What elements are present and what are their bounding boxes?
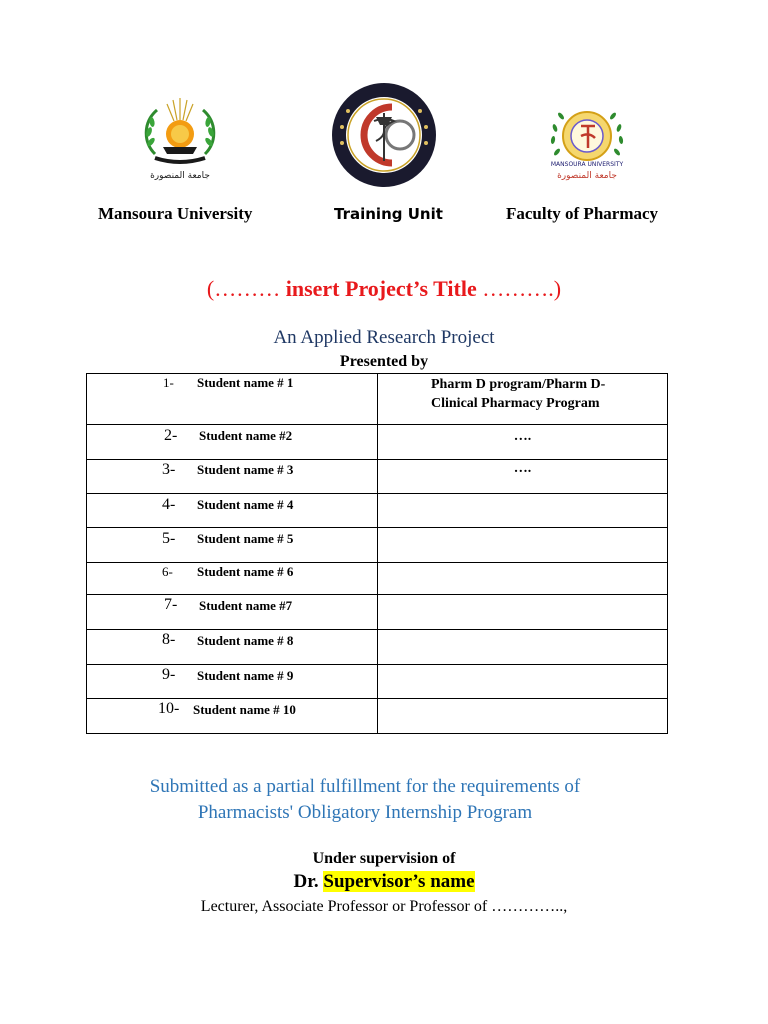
program-cell xyxy=(378,665,668,699)
student-name: Student name # 5 xyxy=(197,531,294,546)
program-cell xyxy=(378,460,668,494)
student-cell xyxy=(87,460,378,494)
submitted-line-2: Pharmacists' Obligatory Internship Program xyxy=(197,802,533,823)
table-row xyxy=(87,563,668,595)
student-name: Student name # 9 xyxy=(197,668,294,683)
row-number: 2- xyxy=(164,427,178,444)
placeholder-dots: …. xyxy=(513,429,532,444)
student-name: Student name #2 xyxy=(199,428,293,443)
table-row xyxy=(87,374,668,425)
student-name: Student name # 4 xyxy=(197,497,294,512)
student-cell xyxy=(87,374,378,425)
row-number: 1- xyxy=(163,375,174,390)
table-row xyxy=(87,528,668,563)
svg-text:MANSOURA UNIVERSITY: MANSOURA UNIVERSITY xyxy=(550,161,624,168)
program-line-1: Pharm D program/Pharm D- xyxy=(431,377,606,392)
program-cell xyxy=(378,699,668,734)
training-unit-caption: Training Unit xyxy=(334,205,443,223)
row-number: 7- xyxy=(164,596,178,613)
project-title xyxy=(0,276,768,302)
student-cell xyxy=(87,665,378,699)
title-close: ……….) xyxy=(476,276,562,301)
title-text: insert Project’s Title xyxy=(285,276,477,301)
table-row xyxy=(87,665,668,699)
training-unit-logo xyxy=(328,81,440,189)
row-number: 6- xyxy=(162,564,173,579)
program-cell xyxy=(378,630,668,665)
student-cell xyxy=(87,699,378,734)
mansoura-university-logo xyxy=(133,92,227,184)
faculty-of-pharmacy-caption: Faculty of Pharmacy xyxy=(506,204,659,223)
program-cell xyxy=(378,528,668,563)
student-name: Student name # 3 xyxy=(197,462,294,477)
student-name: Student name # 10 xyxy=(193,702,296,717)
row-number: 9- xyxy=(162,666,176,683)
program-cell xyxy=(378,425,668,460)
student-name: Student name # 1 xyxy=(197,375,294,390)
student-name: Student name # 6 xyxy=(197,564,294,579)
program-cell xyxy=(378,374,668,425)
student-cell xyxy=(87,425,378,460)
row-number: 4- xyxy=(162,496,176,513)
student-cell xyxy=(87,595,378,630)
supervisor-title-line: Lecturer, Associate Professor or Professor of ………….., xyxy=(200,898,568,915)
dr-prefix: Dr. xyxy=(293,871,324,892)
program-cell xyxy=(378,494,668,528)
student-cell xyxy=(87,528,378,563)
students-table xyxy=(86,373,668,734)
faculty-of-pharmacy-logo xyxy=(541,92,633,184)
row-number: 8- xyxy=(162,631,176,648)
presented-by-label: Presented by xyxy=(339,353,429,370)
program-cell xyxy=(378,595,668,630)
student-cell xyxy=(87,494,378,528)
title-open: (……… xyxy=(206,276,286,301)
table-row xyxy=(87,595,668,630)
svg-text:جامعة المنصورة: جامعة المنصورة xyxy=(150,171,210,181)
student-cell xyxy=(87,563,378,595)
supervisor-name: Supervisor’s name xyxy=(323,871,475,892)
table-row xyxy=(87,425,668,460)
supervisor-line xyxy=(0,871,768,893)
table-row xyxy=(87,699,668,734)
under-supervision-label: Under supervision of xyxy=(312,850,456,867)
row-number: 3- xyxy=(162,461,176,478)
student-name: Student name #7 xyxy=(199,598,293,613)
table-row xyxy=(87,494,668,528)
submitted-line-1: Submitted as a partial fulfillment for the requirements of xyxy=(149,776,581,797)
mansoura-university-caption: Mansoura University xyxy=(98,204,253,223)
program-line-2: Clinical Pharmacy Program xyxy=(431,396,600,411)
program-cell xyxy=(378,563,668,595)
table-row xyxy=(87,630,668,665)
row-number: 10- xyxy=(158,700,180,717)
row-number: 5- xyxy=(162,530,176,547)
svg-text:جامعة المنصورة: جامعة المنصورة xyxy=(557,171,617,181)
table-row xyxy=(87,460,668,494)
placeholder-dots: …. xyxy=(513,461,532,476)
student-name: Student name # 8 xyxy=(197,633,294,648)
student-cell xyxy=(87,630,378,665)
document-subtitle: An Applied Research Project xyxy=(273,327,495,348)
submitted-statement xyxy=(0,774,730,826)
